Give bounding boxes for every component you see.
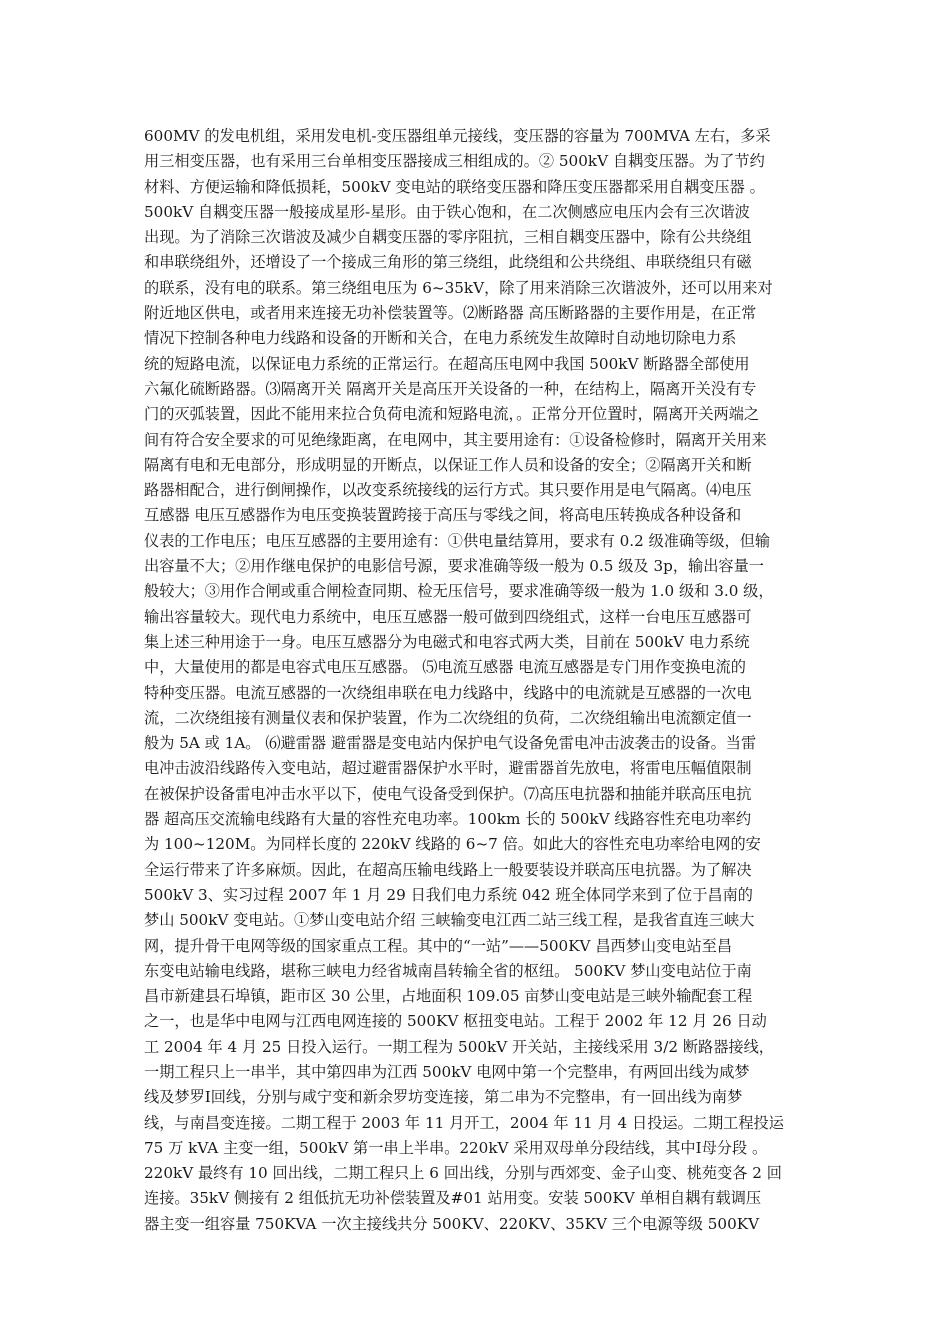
text-line: 出现。为了消除三次谐波及减少自耦变压器的零序阻抗，三相自耦变压器中，除有公共绕组 <box>144 228 752 247</box>
text-line: 仪表的工作电压；电压互感器的主要用途有：①供电量结算用，要求有 0.2 级准确等级，但输 <box>144 531 771 550</box>
text-line: 昌市新建县石埠镇，距市区 30 公里，占地面积 109.05 亩梦山变电站是三峡外输配套工程 <box>144 987 753 1006</box>
text-line: 六氟化硫断路器。⑶隔离开关 隔离开关是高压开关设备的一种，在结构上，隔离开关没有专 <box>144 379 757 398</box>
text-line: 线，与南昌变连接。二期工程于 2003 年 11 月开工，2004 年 11 月 4 日投运。二期工程投运 <box>144 1113 784 1132</box>
text-line: 流，二次绕组接有测量仪表和保护装置，作为二次绕组的负荷，二次绕组输出电流额定值一 <box>144 708 752 727</box>
text-line: 梦山 500kV 变电站。①梦山变电站介绍 三峡输变电江西二站三线工程，是我省直连三峡大 <box>144 911 755 930</box>
text-line: 路器相配合，进行倒闸操作，以改变系统接线的运行方式。其只要作用是电气隔离。⑷电压 <box>144 481 752 500</box>
text-line: 500kV 自耦变压器一般接成星形-星形。由于铁心饱和，在二次侧感应电压内会有三次谐波 <box>144 202 750 221</box>
text-line: 的联系，没有电的联系。第三绕组电压为 6~35kV，除了用来消除三次谐波外，还可以用来对 <box>144 278 773 297</box>
text-line: 门的灭弧装置，因此不能用来拉合负荷电流和短路电流，。正常分开位置时，隔离开关两端之 <box>144 405 760 424</box>
text-line: 输出容量较大。现代电力系统中，电压互感器一般可做到四绕组式，这样一台电压互感器可 <box>144 607 752 626</box>
text-line: 连接。35kV 侧接有 2 组低抗无功补偿装置及#01 站用变。安装 500KV 单相自耦有载调压 <box>144 1189 762 1208</box>
text-line: 和串联绕组外，还增设了一个接成三角形的第三绕组，此绕组和公共绕组、串联绕组只有磁 <box>144 253 752 272</box>
text-line: 500kV 3、实习过程 2007 年 1 月 29 日我们电力系统 042 班全体同学来到了位于昌南的 <box>144 885 753 904</box>
text-line: 般较大；③用作合闸或重合闸检查同期、检无压信号，要求准确等级一般为 1.0 级和 3.0 级， <box>144 582 774 601</box>
text-line: 集上述三种用途于一身。电压互感器分为电磁式和电容式两大类，目前在 500kV 电力系统 <box>144 632 750 651</box>
text-line: 附近地区供电，或者用来连接无功补偿装置等。⑵断路器 高压断路器的主要作用是，在正常 <box>144 304 757 323</box>
text-line: 器 超高压交流输电线路有大量的容性充电功率。100km 长的 500kV 线路容性充电功率约 <box>144 810 752 829</box>
text-line: 一期工程只上一串半，其中第四串为江西 500kV 电网中第一个完整串，有两回出线为咸梦 <box>144 1062 750 1081</box>
text-line: 220kV 最终有 10 回出线，二期工程只上 6 回出线，分别与西郊变、金子山变、桃苑变各 2 回 <box>144 1164 782 1183</box>
text-line: 线及梦罗Ⅰ回线，分别与咸宁变和新余罗坊变连接，第二串为不完整串，有一回出线为南梦 <box>144 1088 743 1107</box>
text-line: 间有符合安全要求的可见绝缘距离，在电网中，其主要用途有：①设备检修时，隔离开关用来 <box>144 430 767 449</box>
text-line: 75 万 kVA 主变一组，500kV 第一串上半串。220kV 采用双母单分段结线，其中Ⅰ母分段 。 <box>144 1138 768 1157</box>
text-line: 材料、方便运输和降低损耗，500kV 变电站的联络变压器和降压变压器都采用自耦变压器 。 <box>144 177 765 196</box>
text-line: 网，提升骨干电网等级的国家重点工程。其中的“一站”——500KV 昌西梦山变电站至昌 <box>144 936 733 955</box>
text-line: 在被保护设备雷电冲击水平以下，使电气设备受到保护。⑺高压电抗器和抽能并联高压电抗 <box>144 784 752 803</box>
text-line: 为 100~120M。为同样长度的 220kV 线路的 6~7 倍。如此大的容性充电功率给电网的安 <box>144 835 761 854</box>
text-line: 电冲击波沿线路传入变电站，超过避雷器保护水平时，避雷器首先放电，将雷电压幅值限制 <box>144 759 752 778</box>
text-line: 东变电站输电线路，堪称三峡电力经省城南昌转输全省的枢纽。 500KV 梦山变电站位于南 <box>144 961 752 980</box>
text-line: 统的短路电流，以保证电力系统的正常运行。在超高压电网中我国 500kV 断路器全部使用 <box>144 354 750 373</box>
text-line: 全运行带来了许多麻烦。因此，在超高压输电线路上一般要装设并联高压电抗器。为了解决 <box>144 860 752 879</box>
text-line: 隔离有电和无电部分，形成明显的开断点，以保证工作人员和设备的安全；②隔离开关和断 <box>144 455 752 474</box>
text-line: 般为 5A 或 1A。 ⑹避雷器 避雷器是变电站内保护电气设备免雷电冲击波袭击的设备。当雷 <box>144 734 757 753</box>
text-line: 情况下控制各种电力线路和设备的开断和关合，在电力系统发生故障时自动地切除电力系 <box>144 329 737 348</box>
text-line: 器主变一组容量 750KVA 一次主接线共分 500KV、220KV、35KV 三个电源等级 500KV <box>144 1214 760 1233</box>
text-line: 600MV 的发电机组，采用发电机-变压器组单元接线，变压器的容量为 700MVA 左右，多采 <box>144 127 771 145</box>
text-line: 用三相变压器，也有采用三台单相变压器接成三相组成的。② 500kV 自耦变压器。为了节约 <box>144 152 765 171</box>
body-text <box>144 124 809 1237</box>
text-line: 互感器 电压互感器作为电压变换装置跨接于高压与零线之间，将高电压转换成各种设备和 <box>144 506 742 525</box>
text-line: 中，大量使用的都是电容式电压互感器。 ⑸电流互感器 电流互感器是专门用作变换电流的 <box>144 658 746 677</box>
text-line: 出容量不大；②用作继电保护的电影信号源，要求准确等级一般为 0.5 级及 3p，输出容量一 <box>144 557 764 576</box>
text-line: 特种变压器。电流互感器的一次绕组串联在电力线路中，线路中的电流就是互感器的一次电 <box>144 683 752 702</box>
text-line: 工 2004 年 4 月 25 日投入运行。一期工程为 500kV 开关站，主接线采用 3/2 断路器接线， <box>144 1037 774 1056</box>
text-line: 之一，也是华中电网与江西电网连接的 500KV 枢扭变电站。工程于 2002 年 12 月 26 日动 <box>144 1012 767 1031</box>
